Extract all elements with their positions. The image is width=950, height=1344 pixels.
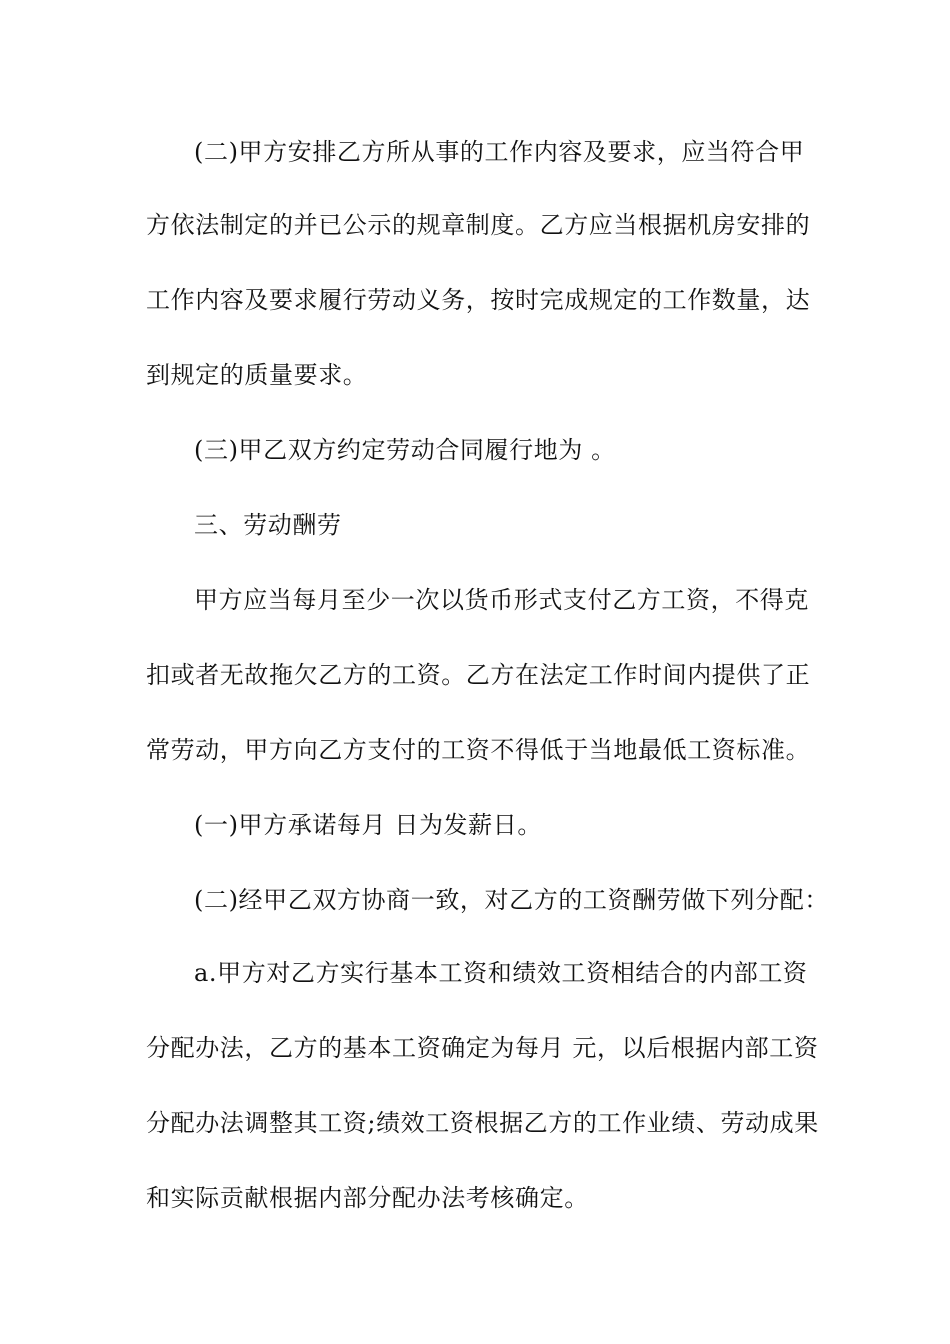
text-line: 分配办法调整其工资;绩效工资根据乙方的工作业绩、劳动成果 <box>146 1109 819 1137</box>
text-line: 方依法制定的并已公示的规章制度。乙方应当根据机房安排的 <box>146 211 811 239</box>
text-line: 分配办法，乙方的基本工资确定为每月 元，以后根据内部工资 <box>146 1034 819 1062</box>
text-line: 扣或者无故拖欠乙方的工资。乙方在法定工作时间内提供了正 <box>146 661 811 689</box>
text-line: (三)甲乙双方约定劳动合同履行地为 。 <box>194 436 616 464</box>
text-line: (二)经甲乙双方协商一致，对乙方的工资酬劳做下列分配： <box>194 886 829 914</box>
section-heading: 三、劳动酬劳 <box>194 511 342 539</box>
text-line: 工作内容及要求履行劳动义务，按时完成规定的工作数量，达 <box>146 286 811 314</box>
text-line: (二)甲方安排乙方所从事的工作内容及要求，应当符合甲 <box>194 138 805 166</box>
text-line: 常劳动，甲方向乙方支付的工资不得低于当地最低工资标准。 <box>146 736 811 764</box>
text-line: a.甲方对乙方实行基本工资和绩效工资相结合的内部工资 <box>194 959 808 987</box>
text-line: (一)甲方承诺每月 日为发薪日。 <box>194 811 542 839</box>
text-line: 到规定的质量要求。 <box>146 361 368 389</box>
text-line: 甲方应当每月至少一次以货币形式支付乙方工资，不得克 <box>194 586 809 614</box>
text-line: 和实际贡献根据内部分配办法考核确定。 <box>146 1184 589 1212</box>
